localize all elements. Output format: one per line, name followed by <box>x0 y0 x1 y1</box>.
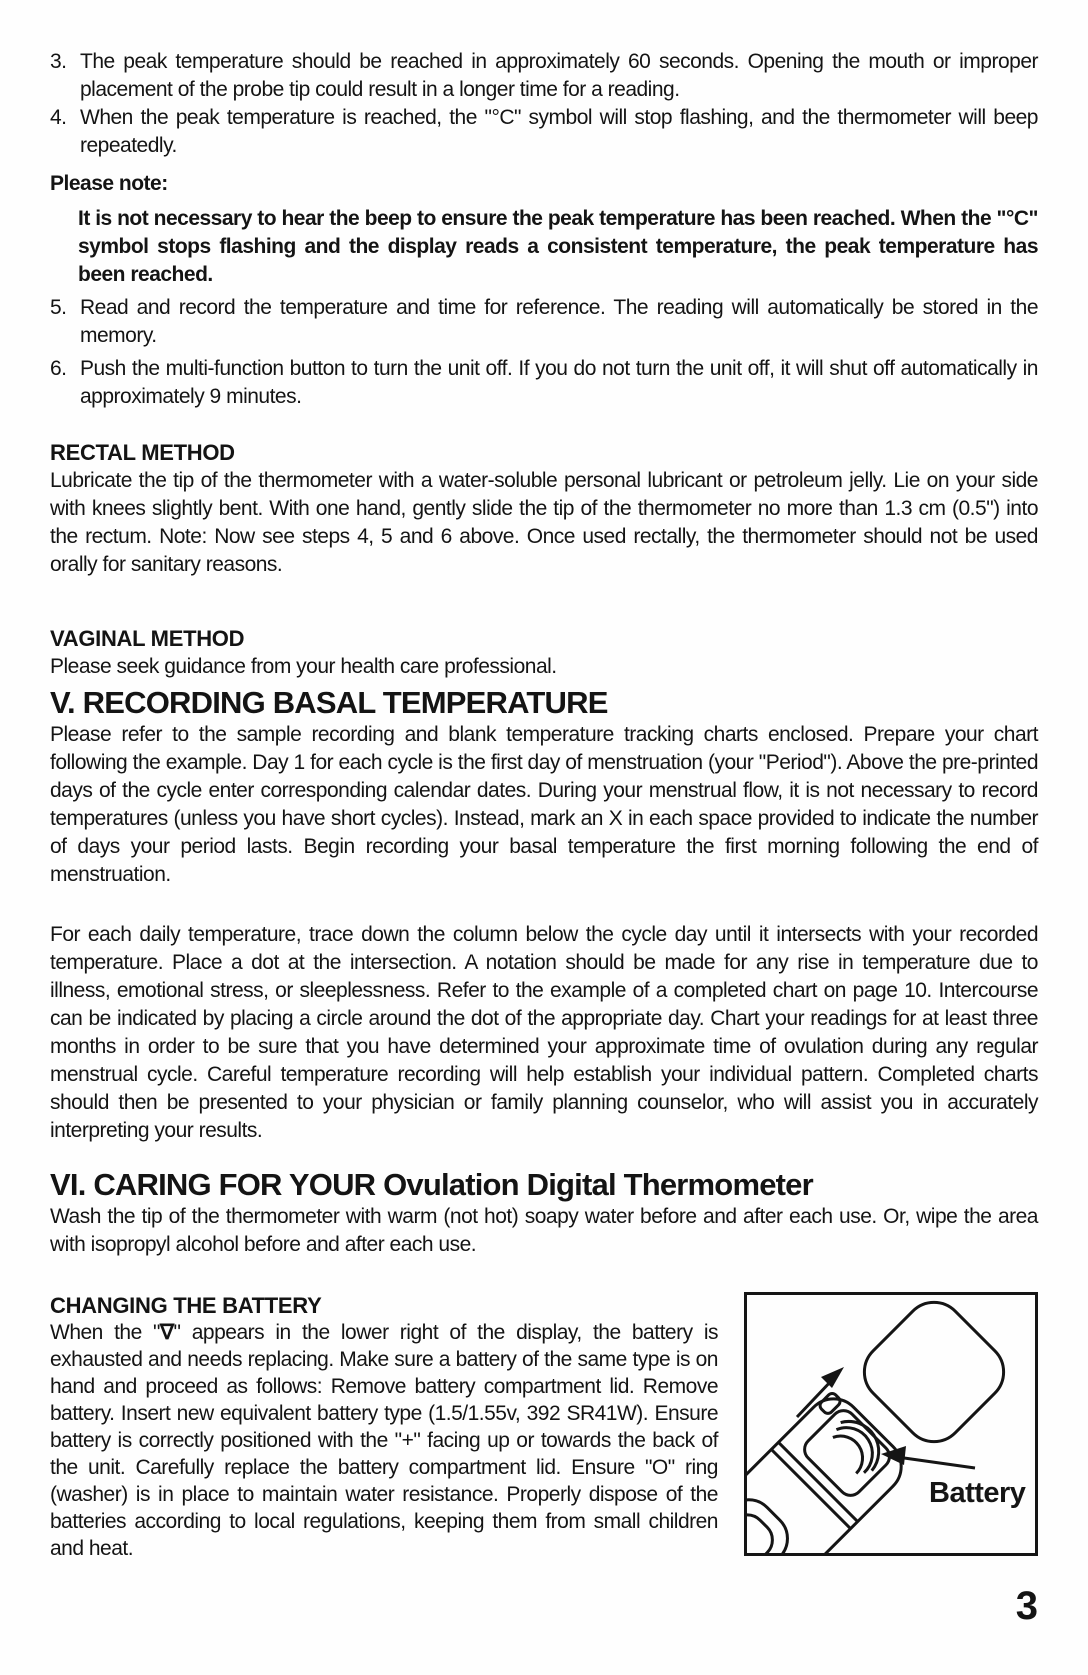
changing-battery-heading: CHANGING THE BATTERY <box>50 1293 322 1318</box>
changing-battery-section <box>50 1292 1038 1562</box>
numbered-steps-bottom <box>50 294 1038 411</box>
battery-compartment-opening <box>800 1406 895 1501</box>
thermometer-collar-line <box>778 1442 857 1521</box>
battery-pointer-arrow-icon <box>897 1457 975 1468</box>
battery-text-pre: When the " <box>50 1321 160 1344</box>
page-number: 3 <box>1015 1584 1038 1628</box>
rectal-method-paragraph: Lubricate the tip of the thermometer with a water-soluble personal lubricant or petroleum jelly. Lie on your side with knees slightly bent. With one hand, gently slide the tip of the thermometer no more than 1.3 cm (0.5") into the rectum. Note: Now see steps 4, 5 and 6 above. Once used rectally, the thermometer should not be used orally for sanitary reasons. <box>50 469 1038 576</box>
please-note-paragraph: It is not necessary to hear the beep to ensure the peak temperature has been reached. When the "°C" symbol stops flashing and the display reads a consistent temperature, the peak temperature has been reached. <box>78 207 1038 286</box>
thermometer-drawing <box>747 1387 913 1553</box>
recording-paragraph-1: Please refer to the sample recording and blank temperature tracking charts enclosed. Prepare your chart following the example. Day 1 for each cycle is the first day of menstruation (your "Period"). Above the pre-printed days of the cycle enter corresponding calendar dates. During your menstrual flow, it is not necessary to record temperatures (unless you have short cycles). Instead, mark an X in each space provided to indicate the number of days your period lasts. Begin recording your basal temperature the first morning following the end of menstruation. <box>50 723 1038 886</box>
numbered-steps-top <box>50 48 1038 160</box>
list-item <box>50 48 1038 104</box>
caring-heading: VI. CARING FOR YOUR Ovulation Digital Thermometer <box>50 1167 813 1202</box>
vaginal-method-heading: VAGINAL METHOD <box>50 626 245 651</box>
step-text: Push the multi-function button to turn the unit off. If you do not turn the unit off, it will shut off automatically in approximately 9 minutes. <box>80 357 1038 408</box>
battery-text-post: " appears in the lower right of the display, the battery is exhausted and needs replacing. Make sure a battery of the same type is on hand and proceed as follows: Remove battery compartment lid. Remove battery. Insert new equivalent battery type (1.5/1.55v, 392 SR41W). Ensure battery is correctly positioned with the "+" facing up or towards the back of the unit. Carefully replace the battery compartment lid. Ensure "O" ring (washer) is in place to maintain water resistance. Properly dispose of the batteries according to local regulations, keeping them from small children and heat. <box>50 1321 718 1560</box>
step-number: 6. <box>50 357 67 380</box>
lid-direction-arrowhead-icon <box>821 1367 844 1388</box>
step-text: The peak temperature should be reached in approximately 60 seconds. Opening the mouth or improper placement of the probe tip could result in a longer time for a reading. <box>80 50 1038 101</box>
please-note-label: Please note: <box>50 172 168 195</box>
list-item <box>50 355 1038 411</box>
caring-paragraph: Wash the tip of the thermometer with warm (not hot) soapy water before and after each use. Or, wipe the area with isopropyl alcohol before and after each use. <box>50 1205 1038 1256</box>
battery-figure-label: Battery <box>929 1477 1026 1509</box>
battery-low-symbol: ∇ <box>159 1321 174 1344</box>
step-text: When the peak temperature is reached, the "°C" symbol will stop flashing, and the thermometer will beep repeatedly. <box>80 106 1038 157</box>
recording-basal-temperature-heading: V. RECORDING BASAL TEMPERATURE <box>50 685 608 720</box>
battery-diagram-illustration <box>747 1295 1035 1553</box>
step-number: 3. <box>50 50 67 73</box>
list-item <box>50 104 1038 160</box>
list-item <box>50 294 1038 350</box>
rectal-method-heading: RECTAL METHOD <box>50 440 235 465</box>
step-text: Read and record the temperature and time for reference. The reading will automatically be stored in the memory. <box>80 296 1038 347</box>
vaginal-method-paragraph: Please seek guidance from your health care professional. <box>50 655 557 678</box>
battery-diagram-figure <box>744 1292 1038 1556</box>
step-number: 5. <box>50 296 67 319</box>
step-number: 4. <box>50 106 67 129</box>
recording-paragraph-2: For each daily temperature, trace down the column below the cycle day until it intersects with your recorded temperature. Place a dot at the intersection. A notation should be made for any rise in temperature due to illness, emotional stress, or sleeplessness. Refer to the example of a completed chart on page 10. Intercourse can be indicated by placing a circle around the dot of the appropriate day. Chart your readings for at least three months in order to be sure that you have determined your approximate time of ovulation during any regular menstrual cycle. Careful temperature recording will help establish your individual pattern. Completed charts should then be presented to your physician or family planning counselor, who will assist you in accurately interpreting your results. <box>50 923 1038 1142</box>
